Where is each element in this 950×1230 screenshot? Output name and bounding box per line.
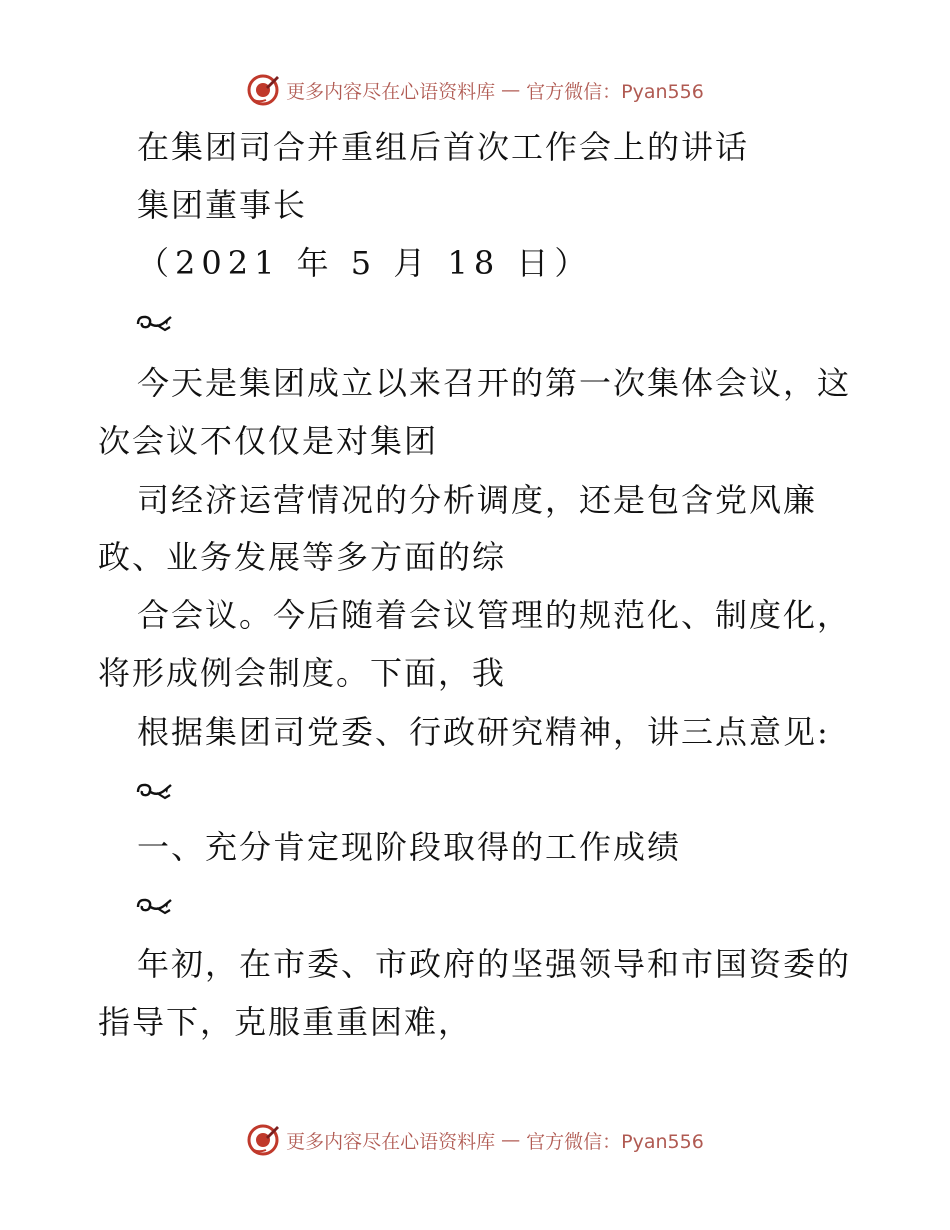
paragraph-line: 指导下，克服重重困难， (98, 1003, 473, 1041)
ornament-icon (135, 780, 173, 802)
paragraph-line: 今天是集团成立以来召开的第一次集体会议，这 (137, 364, 852, 402)
section-heading: 一、充分肯定现阶段取得的工作成绩 (137, 828, 682, 866)
footer-banner (0, 1120, 950, 1160)
banner-text: 更多内容尽在心语资料库 (286, 1130, 496, 1153)
paragraph-line: 次会议不仅仅是对集团 (98, 422, 439, 460)
ornament-icon (135, 312, 173, 334)
banner-wechat: 官方微信：Pyan556 (526, 1130, 704, 1153)
pen-logo-icon (246, 1123, 280, 1157)
paragraph-line: 司经济运营情况的分析调度，还是包含党风廉 (137, 481, 818, 519)
paragraph-line: 政、业务发展等多方面的综 (98, 538, 507, 576)
banner-separator: — (501, 1129, 521, 1151)
banner-wechat: 官方微信：Pyan556 (526, 80, 704, 103)
paragraph-line: 合会议。今后随着会议管理的规范化、制度化， (137, 596, 852, 634)
paragraph-line: 根据集团司党委、行政研究精神，讲三点意见: (137, 713, 830, 751)
pen-logo-icon (246, 73, 280, 107)
header-banner (0, 70, 950, 110)
document-speaker: 集团董事长 (137, 186, 308, 224)
paragraph-line: 将形成例会制度。下面，我 (98, 654, 507, 692)
paragraph-line: 年初，在市委、市政府的坚强领导和市国资委的 (137, 945, 852, 983)
ornament-icon (135, 895, 173, 917)
document-title: 在集团司合并重组后首次工作会上的讲话 (137, 128, 750, 166)
document-date: （2021 年 5 月 18 日） (137, 244, 593, 282)
banner-text: 更多内容尽在心语资料库 (286, 80, 496, 103)
banner-separator: — (501, 79, 521, 101)
